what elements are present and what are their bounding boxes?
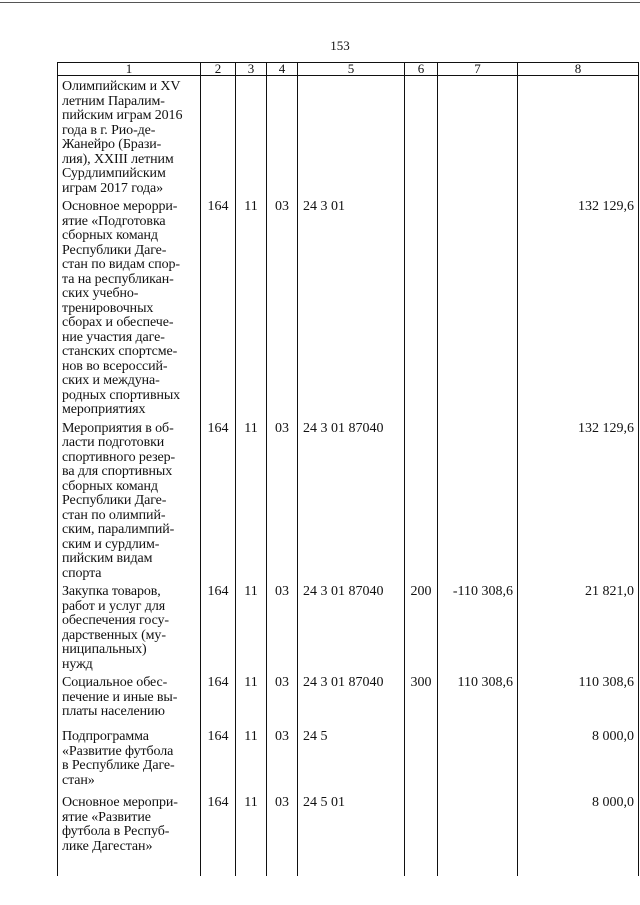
cell-expense-type [405,418,438,582]
item-name-line: та на республикан- [62,271,174,287]
cell-change-amount-value [438,196,513,200]
cell-subsection-value: 03 [275,584,289,599]
cell-subsection [267,418,298,582]
item-name-line: спортивного резер- [62,449,176,465]
item-name-line: родных спортивных [62,387,181,403]
table-row [58,581,639,672]
cell-expense-type [405,581,438,672]
cell-total-amount-value: 8 000,0 [592,729,634,744]
cell-chapter [201,418,236,582]
cell-chapter [201,196,236,418]
item-name-line: мероприятиях [62,402,146,417]
cell-section [236,672,267,726]
top-edge-line [0,2,640,3]
cell-target-article-value: 24 3 01 87040 [303,675,384,690]
column-header-3: 3 [236,63,267,76]
cell-target-article [298,792,405,876]
item-name-line: ва для спортивных [62,464,173,479]
cell-item-name [58,792,201,876]
cell-total-amount [518,672,639,726]
item-name-line: Мероприятия в об- [62,420,174,436]
item-name-line: ским, паралимпий- [62,522,175,537]
cell-subsection-value: 03 [275,675,289,690]
cell-total-amount-value: 132 129,6 [578,420,634,436]
column-header-6: 6 [405,63,438,76]
cell-expense-type-value: 300 [410,675,432,690]
cell-expense-type [405,672,438,726]
cell-subsection [267,672,298,726]
cell-expense-type [405,726,438,792]
item-name-line: Основное меропри- [62,795,178,810]
table-row [58,196,639,418]
cell-subsection [267,196,298,418]
cell-subsection-value: 03 [275,420,289,436]
table-row [58,792,639,876]
item-name-line: лия), XXIII летним [62,151,174,167]
cell-item-name [58,196,201,418]
table-body [58,76,639,877]
cell-section-value: 11 [244,199,258,214]
header-row [58,63,639,76]
cell-target-article-value: 24 5 01 [303,795,345,810]
item-name-text [62,726,198,788]
cell-target-article-value: 24 3 01 87040 [303,584,384,599]
cell-change-amount [438,196,518,418]
item-name-line: Жанейро (Брази- [62,137,162,152]
cell-chapter [201,726,236,792]
item-name-line: ятие «Развитие [62,809,151,825]
cell-expense-type-value [405,418,437,422]
item-name-line: ских учебно- [62,286,139,301]
item-name-text [62,418,198,582]
cell-chapter-value: 164 [207,729,229,744]
cell-chapter-value: 164 [207,675,229,690]
item-name-line: Закупка товаров, [62,584,161,599]
item-name-line: обеспечения госу- [62,613,169,628]
table-row [58,726,639,792]
item-name-line: нов во всероссий- [62,358,168,374]
cell-change-amount [438,76,518,197]
cell-chapter [201,672,236,726]
cell-change-amount [438,792,518,876]
cell-chapter [201,76,236,197]
cell-expense-type-value [405,726,437,730]
item-name-line: работ и услуг для [62,598,166,614]
cell-subsection [267,76,298,197]
cell-expense-type [405,792,438,876]
item-name-line: тренировочных [62,300,154,316]
item-name-line: пийским играм 2016 [62,108,183,123]
column-header-8: 8 [518,63,639,76]
budget-table [57,62,639,876]
item-name-line: станских спортсме- [62,344,178,359]
cell-target-article [298,726,405,792]
item-name-line: ятие «Подготовка [62,213,166,229]
cell-total-amount [518,792,639,876]
item-name-line: играм 2017 года» [62,180,164,196]
cell-total-amount [518,196,639,418]
item-name-line: дарственных (му- [62,627,166,643]
item-name-line: лике Дагестан» [62,838,153,854]
page-number: 153 [330,38,350,53]
item-name-line: сборах и обеспече- [62,315,174,330]
cell-section [236,726,267,792]
cell-section [236,76,267,197]
cell-chapter-value: 164 [207,584,229,599]
cell-expense-type [405,196,438,418]
cell-section-value: 11 [244,420,258,436]
cell-subsection-value: 03 [275,199,289,214]
item-name-line: летним Паралим- [62,93,165,109]
cell-section-value: 11 [244,795,258,810]
cell-chapter-value: 164 [207,420,229,436]
cell-target-article [298,672,405,726]
table-row [58,672,639,726]
item-name-line: года в г. Рио-де- [62,122,156,138]
item-name-line: пийским видам [62,551,153,566]
cell-change-amount [438,581,518,672]
item-name-text [62,196,198,418]
cell-chapter-value: 164 [207,199,229,214]
item-name-line: спорта [62,565,102,581]
cell-change-amount-value [438,418,513,422]
item-name-line: ским и сурдлим- [62,536,160,552]
cell-section-value: 11 [244,729,258,744]
cell-expense-type-value [405,792,437,796]
cell-item-name [58,581,201,672]
cell-chapter [201,792,236,876]
cell-section [236,418,267,582]
item-name-line: печение и иные вы- [62,689,178,705]
cell-item-name [58,76,201,197]
cell-target-article-value: 24 3 01 87040 [303,420,384,436]
item-name-line: стан по олимпий- [62,507,166,523]
item-name-line: Подпрограмма [62,729,149,744]
cell-change-amount-value: 110 308,6 [457,675,513,690]
cell-total-amount-value: 21 821,0 [585,584,634,599]
item-name-line: ских и междуна- [62,373,160,388]
cell-subsection [267,792,298,876]
cell-change-amount-value [438,726,513,730]
table-row [58,76,639,197]
table-row [58,418,639,582]
cell-change-amount [438,418,518,582]
item-name-line: Республики Даге- [62,242,167,258]
item-name-line: Олимпийским и XV [62,79,181,94]
column-header-5: 5 [298,63,405,76]
cell-change-amount-value: -110 308,6 [452,584,513,599]
item-name-line: стан по видам спор- [62,257,180,272]
cell-chapter [201,581,236,672]
cell-target-article-value: 24 5 [303,729,328,744]
cell-change-amount [438,672,518,726]
item-name-line: сборных команд [62,228,158,243]
item-name-line: в Республике Даге- [62,758,175,773]
cell-section [236,792,267,876]
column-header-2: 2 [201,63,236,76]
cell-change-amount-value [438,792,513,796]
cell-section-value: 11 [244,675,258,690]
cell-subsection [267,726,298,792]
cell-expense-type [405,76,438,197]
item-name-line: сборных команд [62,478,158,494]
cell-change-amount [438,726,518,792]
column-header-4: 4 [267,63,298,76]
cell-item-name [58,418,201,582]
cell-item-name [58,726,201,792]
cell-item-name [58,672,201,726]
item-name-line: ласти подготовки [62,435,165,450]
item-name-line: ние участия даге- [62,329,165,345]
item-name-text [62,76,198,196]
item-name-text [62,672,198,720]
cell-chapter-value: 164 [207,795,229,810]
column-header-1: 1 [58,63,201,76]
cell-total-amount [518,418,639,582]
cell-total-amount-value: 8 000,0 [592,795,634,810]
cell-target-article [298,581,405,672]
item-name-line: Социальное обес- [62,675,168,690]
cell-target-article [298,418,405,582]
item-name-line: нужд [62,656,93,672]
cell-expense-type-value [405,196,437,200]
item-name-line: платы населению [62,704,165,719]
cell-subsection [267,581,298,672]
item-name-line: «Развитие футбола [62,743,174,759]
cell-subsection-value: 03 [275,795,289,810]
cell-total-amount [518,581,639,672]
cell-target-article-value: 24 3 01 [303,199,345,214]
cell-total-amount-value: 132 129,6 [578,199,634,214]
item-name-line: Республики Даге- [62,493,167,508]
cell-subsection-value: 03 [275,729,289,744]
item-name-line: Основное мероpри- [62,199,178,214]
cell-section [236,196,267,418]
item-name-text [62,792,198,854]
cell-total-amount [518,76,639,197]
cell-total-amount [518,726,639,792]
item-name-text [62,581,198,672]
cell-total-amount-value: 110 308,6 [578,675,634,690]
item-name-line: ниципальных) [62,642,147,657]
cell-section [236,581,267,672]
cell-expense-type-value: 200 [410,584,432,599]
cell-section-value: 11 [244,584,258,599]
item-name-line: стан» [62,772,95,788]
cell-target-article [298,76,405,197]
column-header-7: 7 [438,63,518,76]
item-name-line: Сурдлимпийским [62,166,166,181]
item-name-line: футбола в Респуб- [62,824,170,839]
cell-target-article [298,196,405,418]
